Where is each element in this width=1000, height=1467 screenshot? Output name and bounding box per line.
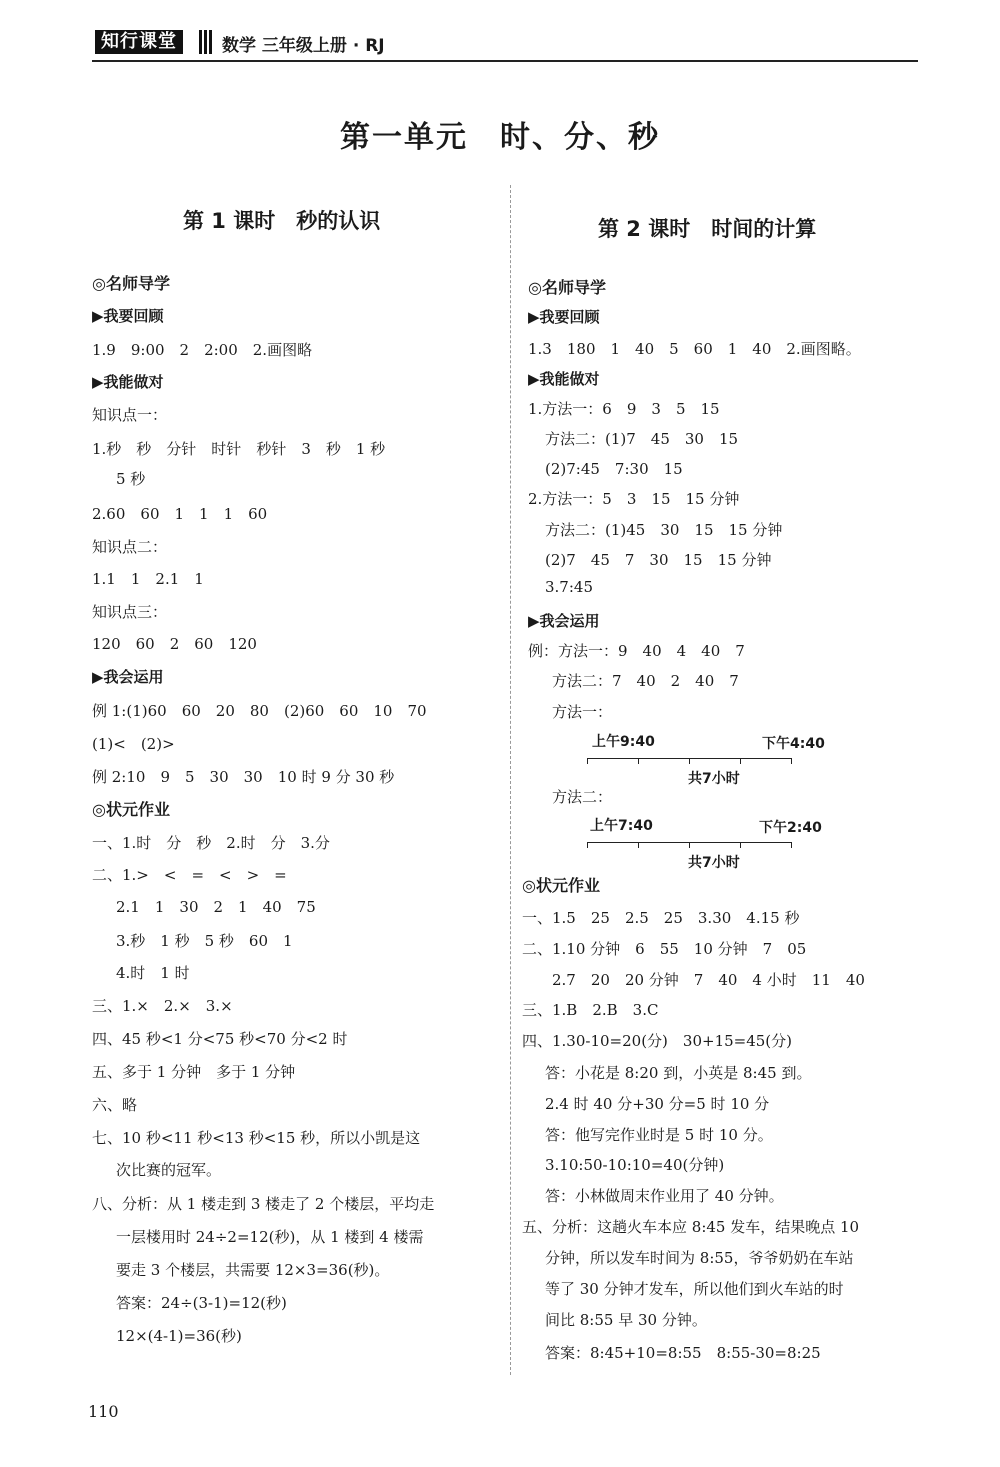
- timeline-1-end: 下午4:40: [762, 736, 825, 752]
- answer-line: 三、1.B 2.B 3.C: [522, 1001, 659, 1019]
- section-head: ◎状元作业: [92, 800, 170, 819]
- answer-line: 四、1.30-10=20(分) 30+15=45(分): [522, 1032, 793, 1050]
- answer-line: 方法二：(1)7 45 30 15: [545, 430, 739, 448]
- answer-line: 例 2:10 9 5 30 30 10 时 9 分 30 秒: [92, 768, 395, 786]
- answer-line: 2.4 时 40 分+30 分=5 时 10 分: [545, 1095, 770, 1113]
- section-head: ◎状元作业: [522, 876, 600, 895]
- answer-line: 五、分析：这趟火车本应 8:45 发车，结果晚点 10: [522, 1218, 860, 1236]
- timeline-2-start: 上午7:40: [590, 818, 653, 834]
- answer-line: 答：小林做周末作业用了 40 分钟。: [545, 1187, 784, 1205]
- answer-line: 1.9 9:00 2 2:00 2.画图略: [92, 341, 313, 359]
- answer-line: 三、1.× 2.× 3.×: [92, 997, 233, 1015]
- sub-head: ▶我要回顾: [528, 308, 600, 326]
- header-subject: 数学 三年级上册 · RJ: [222, 36, 385, 56]
- lesson-2-title: 第 2 课时 时间的计算: [598, 217, 817, 241]
- answer-line: 方法二：7 40 2 40 7: [552, 672, 739, 690]
- answer-line: 3.秒 1 秒 5 秒 60 1: [116, 932, 293, 950]
- answer-line: 四、45 秒<1 分<75 秒<70 分<2 时: [92, 1030, 348, 1048]
- answer-line: 分钟，所以发车时间为 8:55，爷爷奶奶在车站: [545, 1249, 854, 1267]
- header-rule: [92, 60, 918, 62]
- answer-line: 答：他写完作业时是 5 时 10 分。: [545, 1126, 773, 1144]
- answer-line: 等了 30 分钟才发车，所以他们到火车站的时: [545, 1280, 844, 1298]
- lesson-1-title: 第 1 课时 秒的认识: [183, 209, 381, 233]
- answer-line: (1)< (2)>: [92, 735, 175, 753]
- answer-line: 知识点三：: [92, 603, 168, 621]
- answer-line: 七、10 秒<11 秒<13 秒<15 秒，所以小凯是这: [92, 1129, 421, 1147]
- unit-title: 第一单元 时、分、秒: [340, 120, 660, 155]
- answer-line: 方法二：(1)45 30 15 15 分钟: [545, 521, 783, 539]
- answer-line: 二、1.> < = < > =: [92, 866, 287, 884]
- answer-line: 1.1 1 2.1 1: [92, 570, 204, 588]
- section-head: ◎名师导学: [528, 278, 606, 297]
- answer-line: 方法二：: [552, 788, 613, 806]
- answer-line: 12×(4-1)=36(秒): [116, 1327, 242, 1345]
- answer-line: 一层楼用时 24÷2=12(秒)，从 1 楼到 4 楼需: [116, 1228, 424, 1246]
- timeline-1-total: 共7小时: [688, 771, 740, 787]
- answer-line: 2.1 1 30 2 1 40 75: [116, 898, 316, 916]
- answer-line: 六、略: [92, 1096, 138, 1114]
- header-brand: 知行课堂: [95, 30, 183, 54]
- answer-line: 3.10:50-10:10=40(分钟): [545, 1156, 725, 1174]
- section-head: ◎名师导学: [92, 274, 170, 293]
- sub-head: ▶我会运用: [528, 612, 600, 630]
- answer-line: 知识点一：: [92, 406, 168, 424]
- answer-line: 方法一：: [552, 703, 613, 721]
- answer-line: 例：方法一：9 40 4 40 7: [528, 642, 745, 660]
- answer-line: 答案：24÷(3-1)=12(秒): [116, 1294, 287, 1312]
- answer-line: 次比赛的冠军。: [116, 1161, 222, 1179]
- timeline-1-line: [587, 758, 792, 767]
- answer-line: 4.时 1 时: [116, 964, 190, 982]
- answer-line: 一、1.5 25 2.5 25 3.30 4.15 秒: [522, 909, 800, 927]
- timeline-2-end: 下午2:40: [759, 820, 822, 836]
- answer-line: 2.方法一：5 3 15 15 分钟: [528, 490, 740, 508]
- answer-line: 知识点二：: [92, 538, 168, 556]
- answer-line: 1.3 180 1 40 5 60 1 40 2.画图略。: [528, 340, 861, 358]
- answer-line: 2.7 20 20 分钟 7 40 4 小时 11 40: [552, 971, 865, 989]
- answer-line: 八、分析：从 1 楼走到 3 楼走了 2 个楼层，平均走: [92, 1195, 435, 1213]
- page-number: 110: [88, 1402, 119, 1421]
- timeline-1-start: 上午9:40: [592, 734, 655, 750]
- answer-line: 间比 8:55 早 30 分钟。: [545, 1311, 707, 1329]
- answer-line: 答：小花是 8:20 到，小英是 8:45 到。: [545, 1064, 812, 1082]
- sub-head: ▶我能做对: [528, 370, 600, 388]
- answer-line: 五、多于 1 分钟 多于 1 分钟: [92, 1063, 296, 1081]
- answer-line: 120 60 2 60 120: [92, 635, 257, 653]
- header-bars-decoration: [199, 30, 213, 54]
- answer-line: (2)7:45 7:30 15: [545, 460, 683, 478]
- answer-line: 二、1.10 分钟 6 55 10 分钟 7 05: [522, 940, 807, 958]
- column-divider: [510, 185, 511, 1375]
- answer-line: 5 秒: [116, 470, 146, 488]
- answer-line: 一、1.时 分 秒 2.时 分 3.分: [92, 834, 330, 852]
- answer-line: 例 1:(1)60 60 20 80 (2)60 60 10 70: [92, 702, 427, 720]
- answer-line: 1.秒 秒 分针 时针 秒针 3 秒 1 秒: [92, 440, 386, 458]
- timeline-2-total: 共7小时: [688, 855, 740, 871]
- sub-head: ▶我会运用: [92, 668, 164, 686]
- sub-head: ▶我要回顾: [92, 307, 164, 325]
- answer-line: 3.7:45: [545, 578, 593, 596]
- answer-line: 答案：8:45+10=8:55 8:55-30=8:25: [545, 1344, 821, 1362]
- timeline-2-line: [587, 842, 792, 851]
- answer-line: 要走 3 个楼层，共需要 12×3=36(秒)。: [116, 1261, 390, 1279]
- answer-line: (2)7 45 7 30 15 15 分钟: [545, 551, 772, 569]
- answer-line: 2.60 60 1 1 1 60: [92, 505, 268, 523]
- sub-head: ▶我能做对: [92, 373, 164, 391]
- answer-line: 1.方法一：6 9 3 5 15: [528, 400, 720, 418]
